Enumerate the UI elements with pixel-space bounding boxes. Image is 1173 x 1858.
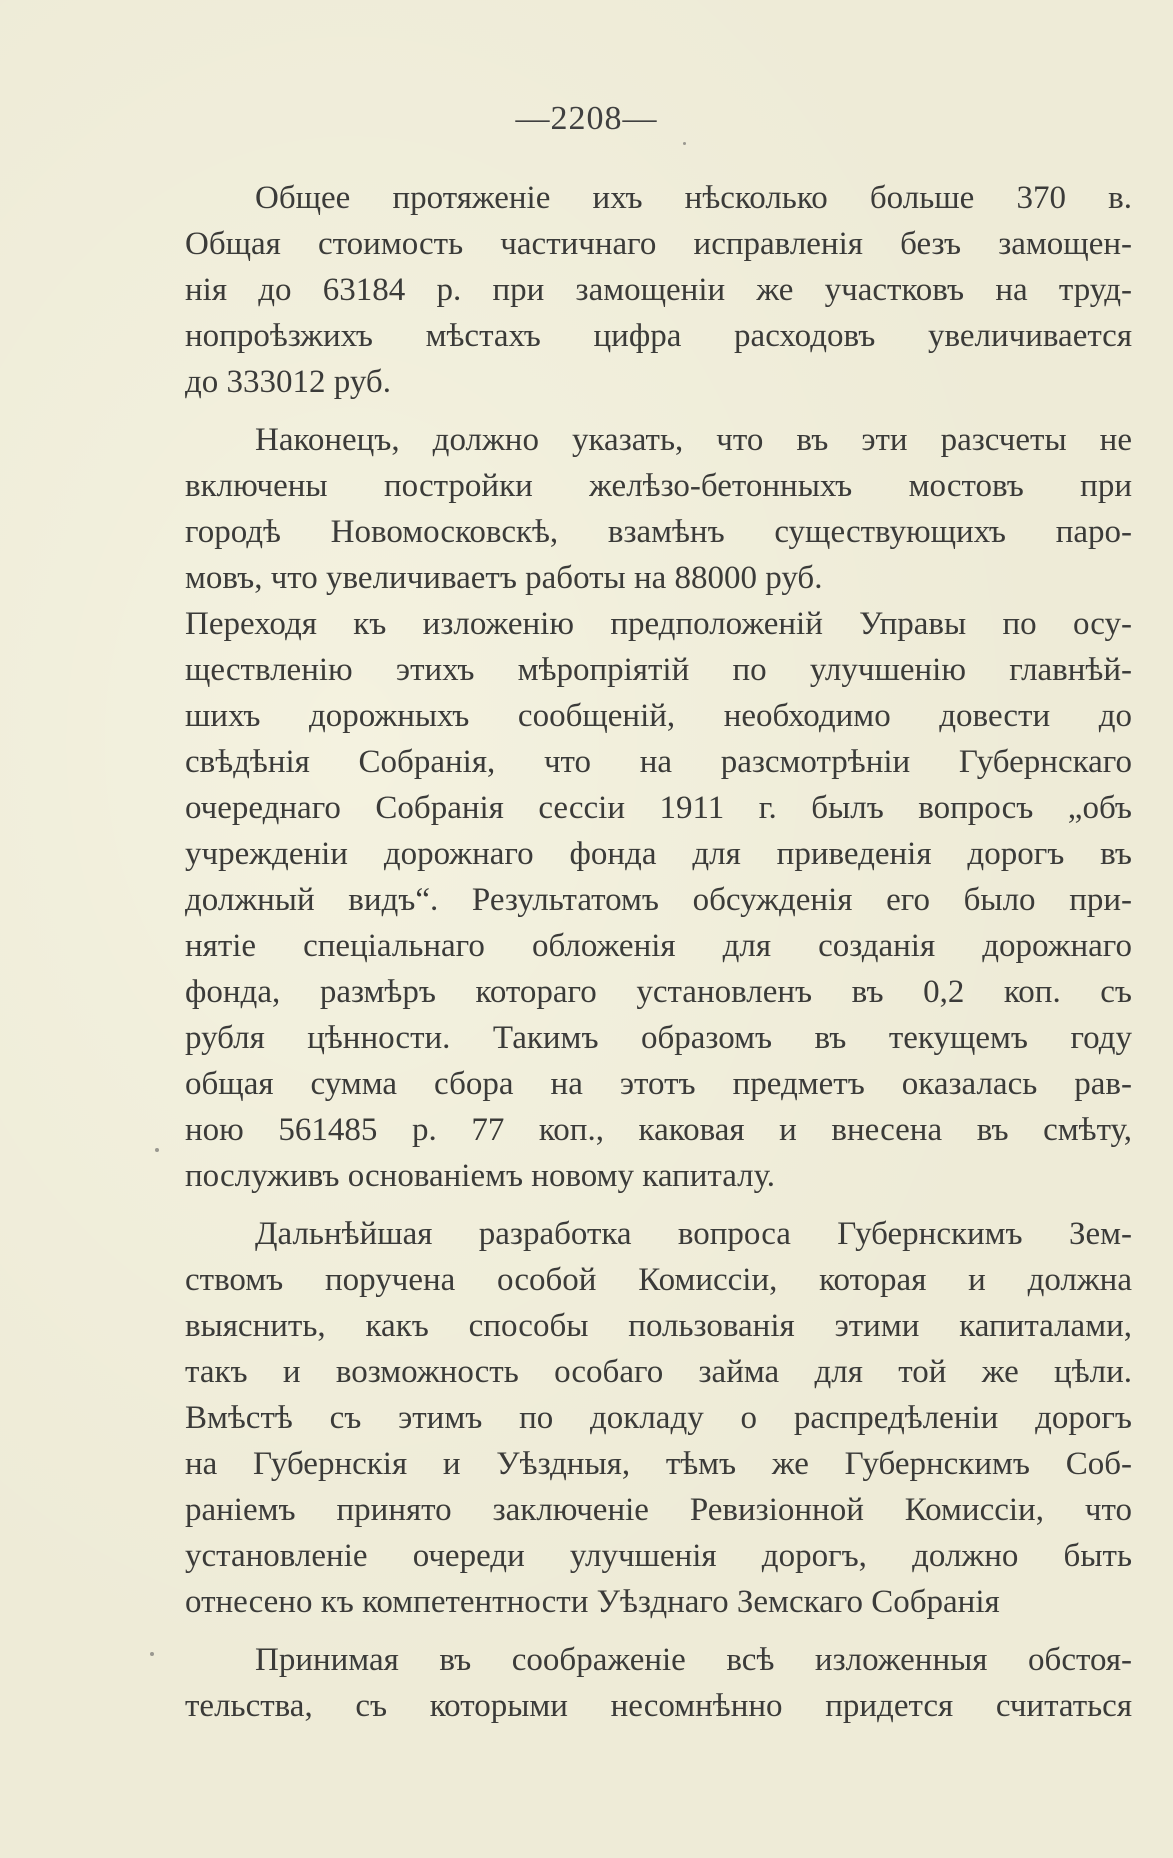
text-line: ствомъ поручена особой Комиссіи, которая и должна [185,1262,1132,1298]
text-line: послуживъ основаніемъ новому капиталу. [185,1158,776,1194]
text-line: мовъ, что увеличиваетъ работы на 88000 руб. [185,560,823,596]
text-line: тельства, съ которыми несомнѣнно придется считаться [185,1688,1132,1724]
text-line: нятіе спеціальнаго обложенія для созданія дорожнаго [185,928,1132,964]
paragraph-gap [185,405,1132,417]
paragraph [185,1637,1132,1729]
text-line: Общая стоимость частичнаго исправленія безъ замощен- [185,226,1132,262]
text-line: нія до 63184 р. при замощеніи же участковъ на труд- [185,272,1132,308]
text-line: рубля цѣнности. Такимъ образомъ въ текущемъ году [185,1020,1132,1056]
text-line: ною 561485 р. 77 коп., каковая и внесена въ смѣту, [185,1112,1132,1148]
text-line: городѣ Новомосковскѣ, взамѣнъ существующихъ паро- [185,514,1132,550]
paragraph [185,1211,1132,1625]
text-line: очереднаго Собранія сессіи 1911 г. былъ вопросъ „объ [185,790,1132,826]
text-line: выяснить, какъ способы пользованія этими капиталами, [185,1308,1132,1344]
body-text [185,175,1132,1729]
text-line: установленіе очереди улучшенія дорогъ, должно быть [185,1538,1132,1574]
text-line: шихъ дорожныхъ сообщеній, необходимо довести до [185,698,1132,734]
text-line: отнесено къ компетентности Уѣзднаго Земскаго Собранія [185,1584,1000,1620]
text-line: ществленію этихъ мѣропріятій по улучшенію главнѣй- [185,652,1132,688]
paragraph-gap [185,1625,1132,1637]
text-line: на Губернскія и Уѣздныя, тѣмъ же Губернскимъ Соб- [185,1446,1132,1482]
page-number: —2208— [515,100,658,137]
text-line: раніемъ принято заключеніе Ревизіонной Комиссіи, что [185,1492,1132,1528]
text-line: включены постройки желѣзо-бетонныхъ мостовъ при [185,468,1132,504]
text-line: до 333012 руб. [185,364,391,400]
text-line: Наконецъ, должно указать, что въ эти разсчеты не [255,422,1132,458]
text-line: должный видъ“. Результатомъ обсужденія его было при- [185,882,1132,918]
paragraph-gap [185,1199,1132,1211]
text-line: Принимая въ соображеніе всѣ изложенныя обстоя- [255,1642,1132,1678]
text-line: Общее протяженіе ихъ нѣсколько больше 370 в. [255,180,1132,216]
text-line: нопроѣзжихъ мѣстахъ цифра расходовъ увеличивается [185,318,1132,354]
text-line: свѣдѣнія Собранія, что на разсмотрѣніи Губернскаго [185,744,1132,780]
text-line: Вмѣстѣ съ этимъ по докладу о распредѣленіи дорогъ [185,1400,1132,1436]
paper-speck [683,142,686,145]
paragraph [185,417,1132,1199]
text-line: фонда, размѣръ котораго установленъ въ 0,2 коп. съ [185,974,1132,1010]
text-line: учрежденіи дорожнаго фонда для приведенія дорогъ въ [185,836,1132,872]
text-line: общая сумма сбора на этотъ предметъ оказалась рав- [185,1066,1132,1102]
text-line: такъ и возможность особаго займа для той же цѣли. [185,1354,1132,1390]
paper-speck [150,1652,154,1656]
paragraph [185,175,1132,405]
text-line: Дальнѣйшая разработка вопроса Губернскимъ Зем- [255,1216,1132,1252]
text-line: Переходя къ изложенію предположеній Управы по осу- [185,606,1132,642]
paper-speck [155,1148,159,1152]
